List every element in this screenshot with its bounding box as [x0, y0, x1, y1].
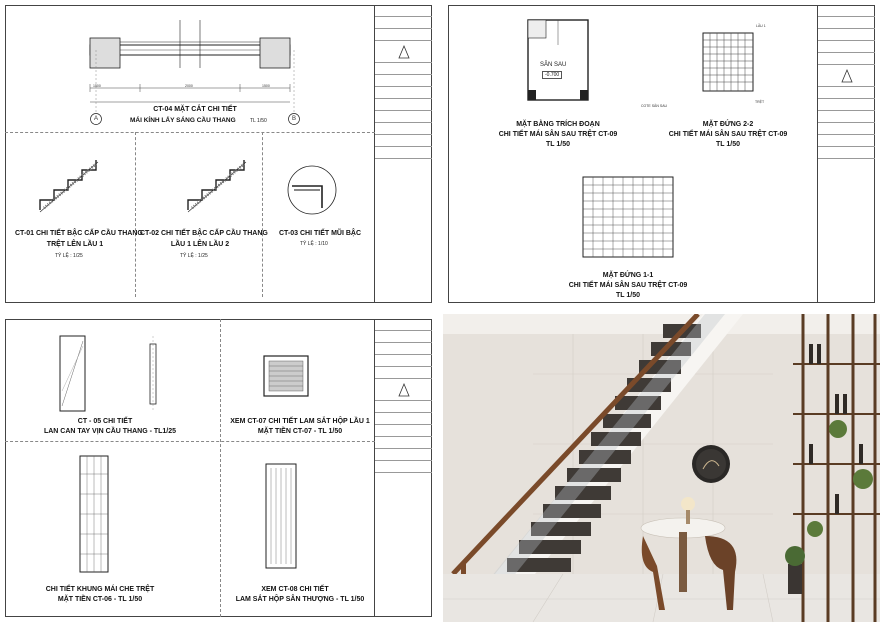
title-block-row [375, 319, 432, 331]
title-block-row [375, 449, 432, 461]
elevation-1-1-title: MẶT ĐỨNG 1-1 [602, 272, 654, 279]
title-block-row [375, 135, 432, 147]
title-block-row [375, 425, 432, 437]
dimension-label: 1500 [262, 84, 270, 88]
company-logo [375, 379, 432, 401]
title-block [817, 5, 875, 303]
title-block-row [375, 99, 432, 111]
title-block-row [818, 53, 875, 65]
title-block [374, 319, 432, 617]
skylight-section-drawing [60, 10, 320, 120]
interior-render-stair [443, 314, 880, 622]
plan-level-tag: -0.700 [542, 71, 562, 79]
title-block-row [375, 367, 432, 379]
elevation-2-2-subtitle: CHI TIẾT MÁI SÂN SAU TRỆT CT-09 [668, 131, 788, 138]
title-block-row [375, 123, 432, 135]
level-label: LẦU 1 [756, 24, 766, 28]
stair-step-detail-ct01 [30, 150, 110, 220]
ct06-subtitle: MẶT TIỀN CT-06 - TL 1/50 [57, 596, 143, 603]
title-block-row [375, 461, 432, 473]
railing-detail-drawing [40, 326, 160, 416]
plan-scale: TL 1/50 [546, 141, 570, 148]
ct05-subtitle: LAN CAN TAY VỊN CẦU THANG - TL1/25 [43, 428, 177, 435]
plan-title: MẶT BẰNG TRÍCH ĐOẠN [516, 121, 600, 128]
title-block-row [375, 29, 432, 41]
ct01-scale: TỶ LỆ : 1/25 [55, 253, 83, 259]
ct02-subtitle: LẦU 1 LÊN LẦU 2 [170, 241, 230, 248]
canopy-frame-ct06-drawing [75, 454, 115, 574]
title-block-row [375, 331, 432, 343]
drawing-sheet-railing-details [0, 314, 437, 622]
title-block-row [375, 355, 432, 367]
lattice-box-ct08-drawing [262, 462, 302, 572]
title-block-row [375, 147, 432, 159]
section-divider [220, 319, 221, 617]
ct03-title: CT-03 CHI TIẾT MŨI BẬC [278, 230, 362, 237]
title-block-row [818, 135, 875, 147]
title-block-row [375, 401, 432, 413]
title-block-row [818, 147, 875, 159]
plan-subtitle: CHI TIẾT MÁI SÂN SAU TRỆT CT-09 [498, 131, 618, 138]
drawing-sheet-backyard-roof [443, 0, 880, 308]
elevation-1-1-drawing [573, 172, 683, 262]
title-block-row [375, 437, 432, 449]
section-divider [5, 441, 375, 442]
staircase-render [443, 314, 880, 622]
elevation-1-1-subtitle: CHI TIẾT MÁI SÂN SAU TRỆT CT-09 [568, 282, 688, 289]
plan-room-label: SÂN SAU [540, 62, 567, 68]
backyard-plan-drawing [523, 15, 593, 105]
title-block-row [818, 111, 875, 123]
title-block [374, 5, 432, 303]
elevation-2-2-drawing [698, 28, 758, 98]
ct01-subtitle: TRỆT LÊN LẦU 1 [46, 241, 104, 248]
elevation-2-2-title: MẶT ĐỨNG 2-2 [702, 121, 754, 128]
company-logo [375, 41, 432, 63]
section-divider [5, 132, 375, 133]
title-block-row [375, 413, 432, 425]
ct07-title: XEM CT-07 CHI TIẾT LAM SẮT HỘP LẦU 1 [230, 418, 370, 425]
level-label: TRỆT [755, 100, 765, 104]
ct01-title: CT-01 CHI TIẾT BẬC CẤP CẦU THANG [15, 230, 143, 237]
ct04-scale: TL 1/50 [250, 118, 267, 124]
title-block-row [375, 111, 432, 123]
title-block-row [375, 63, 432, 75]
section-divider [135, 132, 136, 297]
title-block-row [818, 87, 875, 99]
title-block-row [818, 5, 875, 17]
ct08-subtitle: LAM SẮT HỘP SÂN THƯỢNG - TL 1/50 [235, 596, 365, 603]
grid-axis-label: A [94, 116, 99, 122]
ct04-subtitle: MÁI KÍNH LẤY SÁNG CẦU THANG [130, 117, 236, 124]
title-block-row [375, 87, 432, 99]
ct02-scale: TỶ LỆ : 1/25 [180, 253, 208, 259]
title-block-row [818, 17, 875, 29]
title-block-row [818, 29, 875, 41]
lattice-panel-ct07-drawing [262, 354, 312, 399]
title-block-row [375, 17, 432, 29]
elevation-1-1-scale: TL 1/50 [616, 292, 640, 299]
stair-step-detail-ct02 [178, 150, 258, 220]
elevation-2-2-scale: TL 1/50 [716, 141, 740, 148]
level-label: COTE SÂN SAU [641, 104, 668, 108]
title-block-row [818, 41, 875, 53]
drawing-sheet-stair-details [0, 0, 437, 308]
title-block-row [818, 123, 875, 135]
ct06-title: CHI TIẾT KHUNG MÁI CHE TRỆT [45, 586, 155, 593]
title-block-row [375, 343, 432, 355]
grid-axis-label: B [292, 116, 297, 122]
dimension-label: 1500 [93, 84, 101, 88]
title-block-row [375, 5, 432, 17]
ct02-title: CT-02 CHI TIẾT BẬC CẤP CẦU THANG [140, 230, 268, 237]
step-nosing-detail [282, 160, 362, 220]
ct05-title: CT - 05 CHI TIẾT [77, 418, 133, 425]
ct07-subtitle: MẶT TIỀN CT-07 - TL 1/50 [257, 428, 343, 435]
ct04-title: CT-04 MẶT CẮT CHI TIẾT [153, 106, 237, 113]
dimension-label: 2000 [185, 84, 193, 88]
ct08-title: XEM CT-08 CHI TIẾT [261, 586, 329, 593]
title-block-row [375, 75, 432, 87]
section-divider [262, 132, 263, 297]
title-block-row [818, 99, 875, 111]
ct03-scale: TỶ LỆ : 1/10 [300, 241, 328, 247]
company-logo [818, 65, 875, 87]
